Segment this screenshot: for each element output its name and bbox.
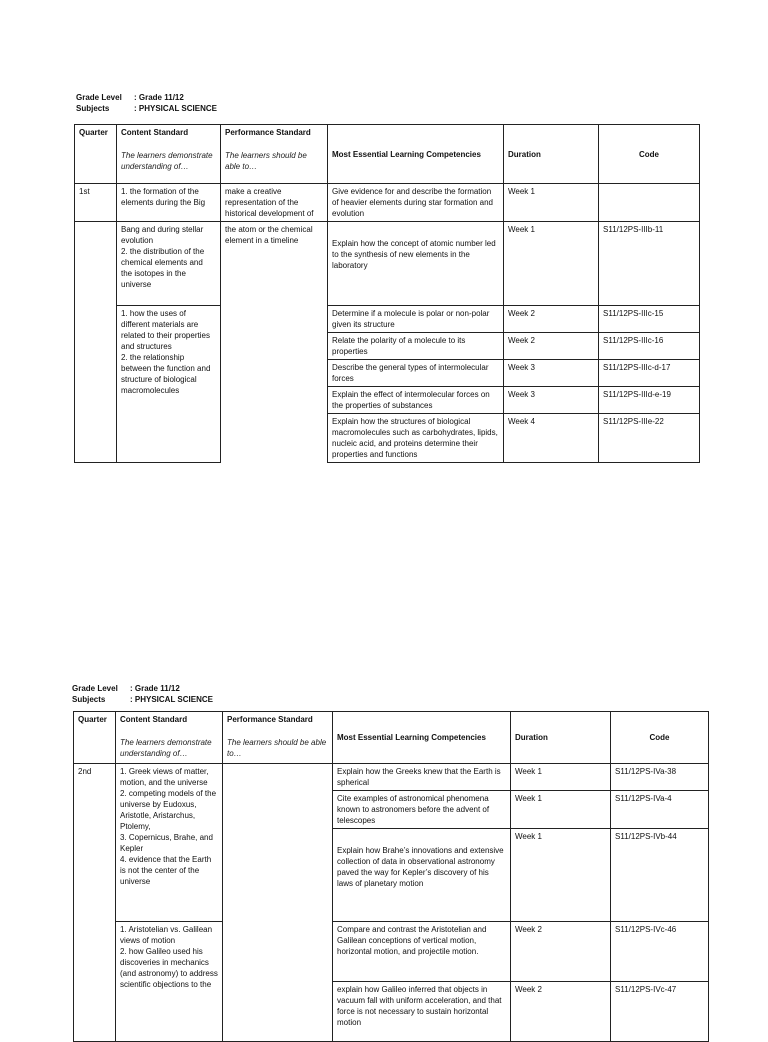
competency-cell: [328, 222, 504, 306]
quarter-cell-empty: [75, 222, 117, 306]
competency-text: Explain how the concept of atomic number led to the synthesis of new elements in the laboratory: [332, 239, 496, 270]
table-row: [74, 922, 709, 982]
page1-header: [76, 92, 217, 114]
competency-cell: Relate the polarity of a molecule to its properties: [328, 333, 504, 360]
code-cell: S11/12PS-IVc-47: [611, 982, 709, 1042]
content-standard-note: The learners demonstrate understanding of…: [121, 151, 213, 171]
subjects-label: Subjects: [76, 104, 110, 113]
performance-standard-title: Performance Standard: [225, 128, 311, 137]
code-cell: S11/12PS-IIIc-16: [599, 333, 700, 360]
competency-cell: Compare and contrast the Aristotelian and Galilean conceptions of vertical motion, horizontal motion, and projectile motion.: [333, 922, 511, 982]
code-header: Code: [611, 712, 709, 764]
quarter-cell-empty: [75, 306, 117, 463]
grade-level-label: Grade Level: [72, 684, 118, 693]
quarter-header: Quarter: [74, 712, 116, 764]
grade-level-label: Grade Level: [76, 93, 122, 102]
content-standard-header: [116, 712, 223, 764]
code-cell: S11/12PS-IIIc-15: [599, 306, 700, 333]
page2-header: [72, 683, 213, 705]
duration-cell: Week 4: [504, 414, 599, 463]
code-cell: S11/12PS-IVb-44: [611, 829, 709, 922]
content-text: 1. Greek views of matter, motion, and the universe 2. competing models of the universe by Eudoxus, Aristotle, Aristarchus, Ptolemy, 3. Copernicus, Brahe, and Kepler 4. evidence that the Earth is not the center of the universe: [120, 767, 217, 886]
page2-table: [73, 711, 709, 1042]
competency-cell: Describe the general types of intermolecular forces: [328, 360, 504, 387]
quarter-cell: 2nd: [74, 764, 116, 1042]
performance-standard-note: The learners should be able to…: [227, 738, 327, 758]
table-row: [75, 222, 700, 306]
code-header: Code: [599, 125, 700, 184]
duration-cell: Week 2: [504, 333, 599, 360]
competency-cell: Cite examples of astronomical phenomena known to astronomers before the advent of telescopes: [333, 791, 511, 829]
competency-cell: [333, 829, 511, 922]
competency-cell: Give evidence for and describe the formation of heavier elements during star formation and evolution: [328, 184, 504, 222]
table-header-row: [75, 125, 700, 184]
subjects-value: : PHYSICAL SCIENCE: [130, 695, 213, 704]
content-cell: [117, 222, 221, 306]
code-cell: [599, 184, 700, 222]
duration-header: Duration: [511, 712, 611, 764]
content-text: 1. Aristotelian vs. Galilean views of motion 2. how Galileo used his discoveries in mechanics (and astronomy) to address scientific objections to the: [120, 925, 218, 989]
competency-text: Explain how Brahe’s innovations and extensive collection of data in observational astronomy paved the way for Kepler’s discovery of his laws of planetary motion: [337, 846, 504, 888]
table-row: [75, 184, 700, 222]
duration-cell: Week 1: [511, 791, 611, 829]
duration-cell: Week 1: [511, 829, 611, 922]
page1-table: [74, 124, 700, 463]
table-header-row: [74, 712, 709, 764]
content-cell: 1. the formation of the elements during the Big: [117, 184, 221, 222]
content-cell: [116, 764, 223, 922]
code-cell: S11/12PS-IIIb-11: [599, 222, 700, 306]
performance-standard-title: Performance Standard: [227, 715, 313, 724]
duration-cell: Week 2: [511, 922, 611, 982]
table-row: [75, 306, 700, 333]
subjects-value: : PHYSICAL SCIENCE: [134, 104, 217, 113]
duration-cell: Week 3: [504, 360, 599, 387]
grade-level-value: : Grade 11/12: [130, 684, 180, 693]
duration-header: Duration: [504, 125, 599, 184]
table-row: [74, 764, 709, 791]
subjects-label: Subjects: [72, 695, 106, 704]
performance-cell: the atom or the chemical element in a timeline: [221, 222, 328, 463]
content-text: Bang and during stellar evolution 2. the distribution of the chemical elements and the isotopes in the universe: [121, 225, 205, 289]
competency-cell: Determine if a molecule is polar or non-polar given its structure: [328, 306, 504, 333]
performance-standard-header: [223, 712, 333, 764]
content-text: 1. how the uses of different materials are related to their properties and structures 2. the relationship between the function and structure of biological macromolecules: [121, 309, 211, 395]
competencies-header: Most Essential Learning Competencies: [333, 712, 511, 764]
code-cell: S11/12PS-IVa-38: [611, 764, 709, 791]
quarter-cell: 1st: [75, 184, 117, 222]
quarter-header: Quarter: [75, 125, 117, 184]
duration-cell: Week 2: [511, 982, 611, 1042]
content-standard-header: [117, 125, 221, 184]
performance-standard-note: The learners should be able to…: [225, 151, 307, 171]
content-standard-title: Content Standard: [121, 128, 189, 137]
competencies-header: Most Essential Learning Competencies: [328, 125, 504, 184]
code-cell: S11/12PS-IVa-4: [611, 791, 709, 829]
code-cell: S11/12PS-IIIe-22: [599, 414, 700, 463]
competency-cell: Explain how the Greeks knew that the Earth is spherical: [333, 764, 511, 791]
performance-cell-empty: [223, 764, 333, 1042]
content-standard-title: Content Standard: [120, 715, 188, 724]
duration-cell: Week 1: [504, 222, 599, 306]
competency-cell: Explain the effect of intermolecular forces on the properties of substances: [328, 387, 504, 414]
competency-cell: explain how Galileo inferred that objects in vacuum fall with uniform acceleration, and that force is not necessary to sustain horizontal motion: [333, 982, 511, 1042]
duration-cell: Week 1: [504, 184, 599, 222]
competency-cell: Explain how the structures of biological macromolecules such as carbohydrates, lipids, nucleic acid, and proteins determine their properties and functions: [328, 414, 504, 463]
performance-standard-header: [221, 125, 328, 184]
duration-cell: Week 2: [504, 306, 599, 333]
code-cell: S11/12PS-IIId-e-19: [599, 387, 700, 414]
code-cell: S11/12PS-IIIc-d-17: [599, 360, 700, 387]
content-standard-note: The learners demonstrate understanding of…: [120, 738, 212, 758]
grade-level-value: : Grade 11/12: [134, 93, 184, 102]
content-cell: [117, 306, 221, 463]
performance-cell: make a creative representation of the historical development of: [221, 184, 328, 222]
duration-cell: Week 3: [504, 387, 599, 414]
duration-cell: Week 1: [511, 764, 611, 791]
code-cell: S11/12PS-IVc-46: [611, 922, 709, 982]
